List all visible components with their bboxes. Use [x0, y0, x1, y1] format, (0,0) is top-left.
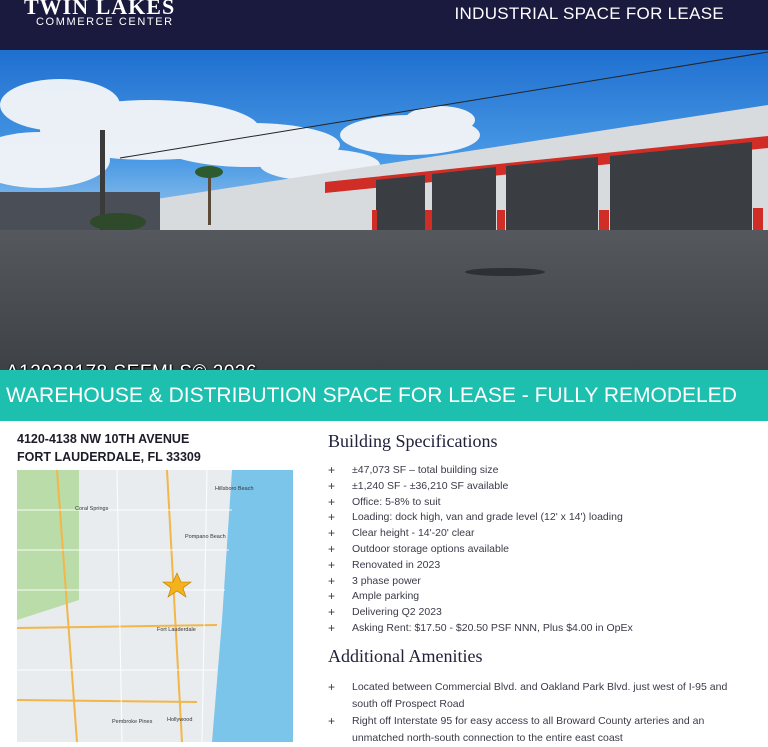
plus-icon: +: [328, 620, 336, 635]
list-item: + Outdoor storage options available: [328, 541, 510, 556]
map-label-fort-lauderdale: Fort Lauderdale: [157, 627, 196, 633]
logo-subtitle: COMMERCE CENTER: [36, 16, 174, 28]
map-label-coral-springs: Coral Springs: [75, 506, 109, 512]
list-item: + Right off Interstate 95 for easy access to all Broward County arteries and an unmatched north-south connection to the entire east coast: [328, 714, 705, 744]
header-bar: [0, 0, 768, 50]
list-item: + Asking Rent: $17.50 - $20.50 PSF NNN, Plus $4.00 in OpEx: [328, 620, 633, 635]
list-item: + Delivering Q2 2023: [328, 605, 442, 620]
amenities-list: [328, 679, 738, 747]
plus-icon: +: [328, 463, 336, 477]
location-map: [17, 470, 293, 742]
plus-icon: +: [328, 478, 336, 493]
plus-icon: +: [328, 510, 336, 525]
list-item: + Renovated in 2023: [328, 557, 441, 572]
plus-icon: +: [328, 680, 336, 694]
address-line2: FORT LAUDERDALE, FL 33309: [17, 450, 201, 464]
plus-icon: +: [328, 541, 336, 556]
map-label-pembroke-pines: Pembroke Pines: [112, 719, 153, 725]
plus-icon: +: [328, 557, 336, 572]
list-item: + ±1,240 SF - ±36,210 SF available: [328, 478, 509, 493]
plus-icon: +: [328, 494, 336, 509]
list-item: + Clear height - 14'-20' clear: [328, 526, 475, 541]
plus-icon: +: [328, 589, 336, 604]
list-item: + 3 phase power: [328, 573, 421, 588]
list-item: + ±47,073 SF – total building size: [328, 463, 499, 477]
headline-text: WAREHOUSE & DISTRIBUTION SPACE FOR LEASE - FULLY REMODELED: [6, 384, 737, 407]
building-specs-list: [328, 463, 633, 637]
plus-icon: +: [328, 526, 336, 541]
plus-icon: +: [328, 573, 336, 588]
plus-icon: +: [328, 714, 336, 728]
list-item: + Office: 5-8% to suit: [328, 494, 441, 509]
headline-banner: [0, 370, 768, 421]
list-item: + Located between Commercial Blvd. and Oakland Park Blvd. just west of I-95 and south off Prospect Road: [328, 680, 728, 710]
list-item: + Ample parking: [328, 589, 420, 604]
map-label-hillsboro-beach: Hillsboro Beach: [215, 486, 254, 492]
plus-icon: +: [328, 605, 336, 620]
building-specs-title: Building Specifications: [328, 431, 498, 451]
amenities-title: Additional Amenities: [328, 646, 483, 666]
list-item: + Loading: dock high, van and grade level (12' x 14') loading: [328, 510, 623, 525]
logo-title: TWIN LAKES: [24, 0, 176, 19]
map-label-pompano-beach: Pompano Beach: [185, 534, 226, 540]
address-line1: 4120-4138 NW 10TH AVENUE: [17, 432, 190, 446]
property-photo: [0, 50, 768, 370]
map-label-hollywood: Hollywood: [167, 717, 193, 723]
header-tagline: INDUSTRIAL SPACE FOR LEASE: [454, 4, 724, 23]
